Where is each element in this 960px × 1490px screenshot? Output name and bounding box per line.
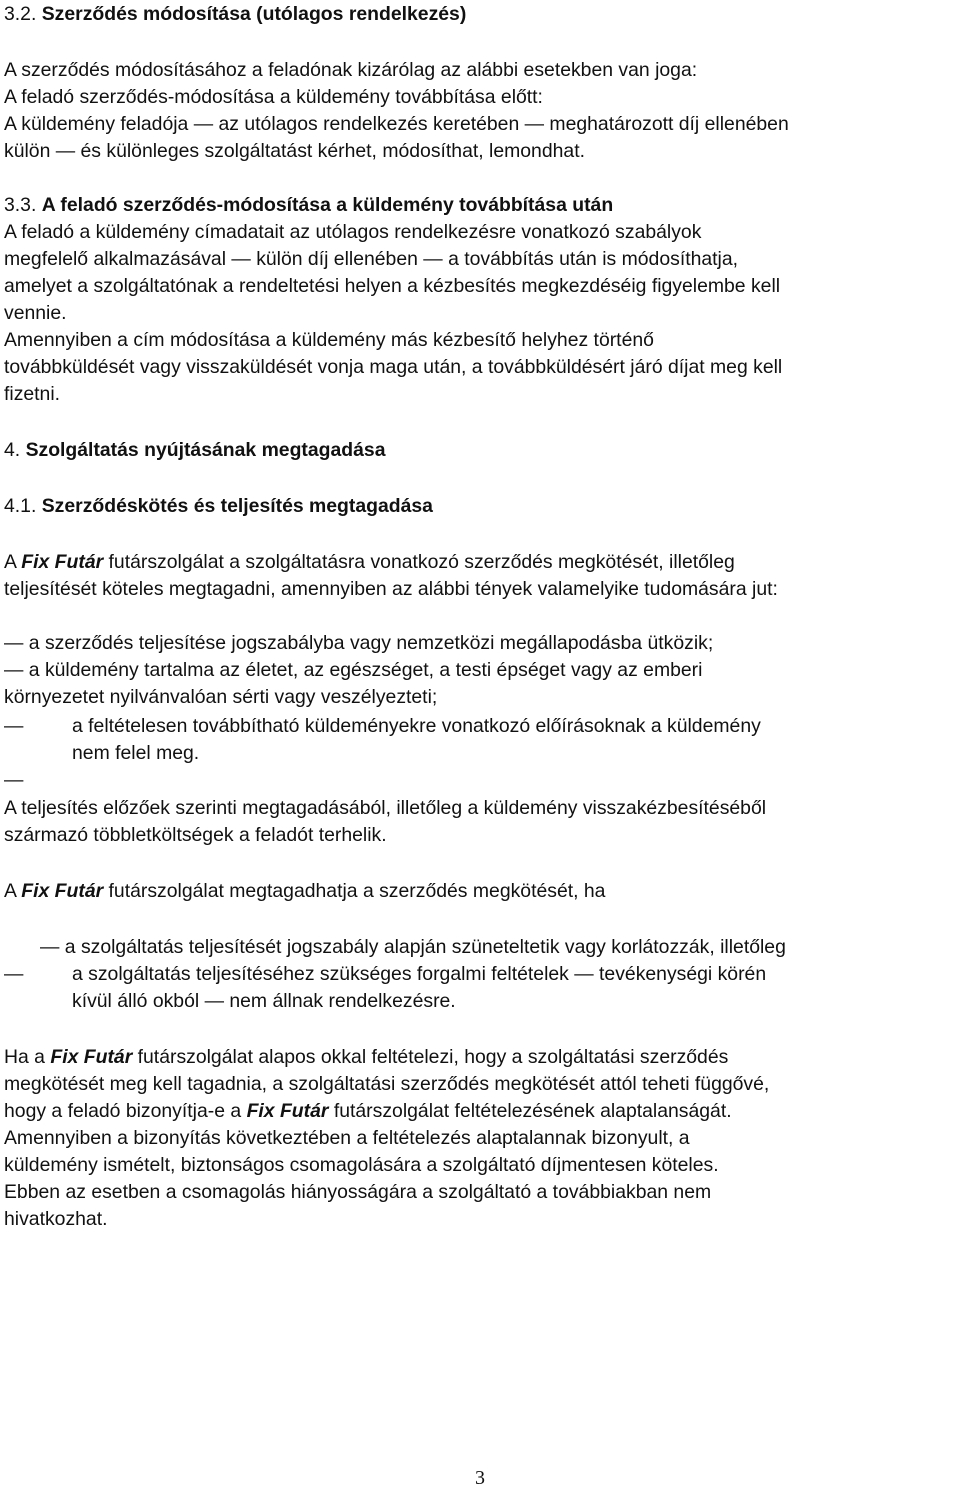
- text-line: amelyet a szolgáltatónak a rendeltetési helyen a kézbesítés megkezdéséig figyelembe kell: [4, 275, 781, 297]
- paragraph-line: Amennyiben a bizonyítás következtében a feltételezés alaptalannak bizonyult, a: [4, 1127, 690, 1149]
- list-dash: —: [4, 963, 24, 985]
- paragraph-line: A teljesítés előzőek szerinti megtagadásából, illetőleg a küldemény visszakézbesítéséből: [4, 797, 767, 819]
- paragraph-line: megkötését meg kell tagadnia, a szolgáltatási szerződés megkötését attól teheti függővé,: [4, 1073, 770, 1095]
- paragraph-line: hogy a feladó bizonyítja-e a Fix Futár futárszolgálat feltételezésének alaptalanságát.: [4, 1100, 732, 1122]
- text-line: továbbküldését vagy visszaküldését vonja maga után, a továbbküldésért járó díjat meg kell: [4, 356, 783, 378]
- text-line: Amennyiben a cím módosítása a küldemény más kézbesítő helyhez történő: [4, 329, 654, 351]
- text-line: vennie.: [4, 302, 67, 324]
- paragraph-line: Ha a Fix Futár futárszolgálat alapos okkal feltételezi, hogy a szolgáltatási szerződés: [4, 1046, 729, 1068]
- list-dash: —: [4, 715, 24, 737]
- list-item: a szolgáltatás teljesítéséhez szükséges forgalmi feltételek — tevékenységi körén: [72, 963, 767, 985]
- list-item: — a küldemény tartalma az életet, az egészséget, a testi épséget vagy az emberi: [4, 659, 703, 681]
- paragraph-line: származó többletköltségek a feladót terhelik.: [4, 824, 387, 846]
- page-number: 3: [475, 1467, 485, 1489]
- list-item: — a szolgáltatás teljesítését jogszabály alapján szüneteltetik vagy korlátozzák, illetőleg: [40, 936, 786, 958]
- paragraph-line: Ebben az esetben a csomagolás hiányosságára a szolgáltató a továbbiakban nem: [4, 1181, 712, 1203]
- paragraph-line: küldemény ismételt, biztonságos csomagolására a szolgáltató díjmentesen köteles.: [4, 1154, 719, 1176]
- company-name: Fix Futár: [246, 1100, 329, 1122]
- text-line: A szerződés módosításához a feladónak kizárólag az alábbi esetekben van joga:: [4, 59, 698, 81]
- paragraph-line: A Fix Futár futárszolgálat megtagadhatja a szerződés megkötését, ha: [4, 880, 606, 902]
- list-dash: —: [4, 769, 24, 791]
- list-item: a feltételesen továbbítható küldeményekre vonatkozó előírásoknak a küldemény: [72, 715, 761, 737]
- heading-4: 4. Szolgáltatás nyújtásának megtagadása: [4, 439, 386, 461]
- company-name: Fix Futár: [21, 551, 104, 573]
- paragraph-line: A Fix Futár futárszolgálat a szolgáltatásra vonatkozó szerződés megkötését, illetőleg: [4, 551, 735, 573]
- list-item-continuation: környezetet nyilvánvalóan sérti vagy veszélyezteti;: [4, 686, 438, 708]
- paragraph-line: hivatkozhat.: [4, 1208, 108, 1230]
- list-item: — a szerződés teljesítése jogszabályba vagy nemzetközi megállapodásba ütközik;: [4, 632, 714, 654]
- document-page: [4, 0, 960, 1488]
- text-line: A küldemény feladója — az utólagos rendelkezés keretében — meghatározott díj ellenében: [4, 113, 789, 135]
- paragraph-line: teljesítését köteles megtagadni, amennyiben az alábbi tények valamelyike tudomására jut:: [4, 578, 778, 600]
- heading-4-1: 4.1. Szerződéskötés és teljesítés megtagadása: [4, 495, 433, 517]
- heading-3-3: 3.3. A feladó szerződés-módosítása a küldemény továbbítása után: [4, 194, 614, 216]
- company-name: Fix Futár: [21, 880, 104, 902]
- list-item-continuation: nem felel meg.: [72, 742, 200, 764]
- text-line: külön — és különleges szolgáltatást kérhet, módosíthat, lemondhat.: [4, 140, 585, 162]
- text-line: A feladó a küldemény címadatait az utólagos rendelkezésre vonatkozó szabályok: [4, 221, 702, 243]
- heading-3-2: 3.2. Szerződés módosítása (utólagos rendelkezés): [4, 3, 467, 25]
- list-item-continuation: kívül álló okból — nem állnak rendelkezésre.: [72, 990, 456, 1012]
- company-name: Fix Futár: [50, 1046, 133, 1068]
- text-line: fizetni.: [4, 383, 61, 405]
- text-line: megfelelő alkalmazásával — külön díj ellenében — a továbbítás után is módosíthatja,: [4, 248, 739, 270]
- text-line: A feladó szerződés-módosítása a küldemény továbbítása előtt:: [4, 86, 543, 108]
